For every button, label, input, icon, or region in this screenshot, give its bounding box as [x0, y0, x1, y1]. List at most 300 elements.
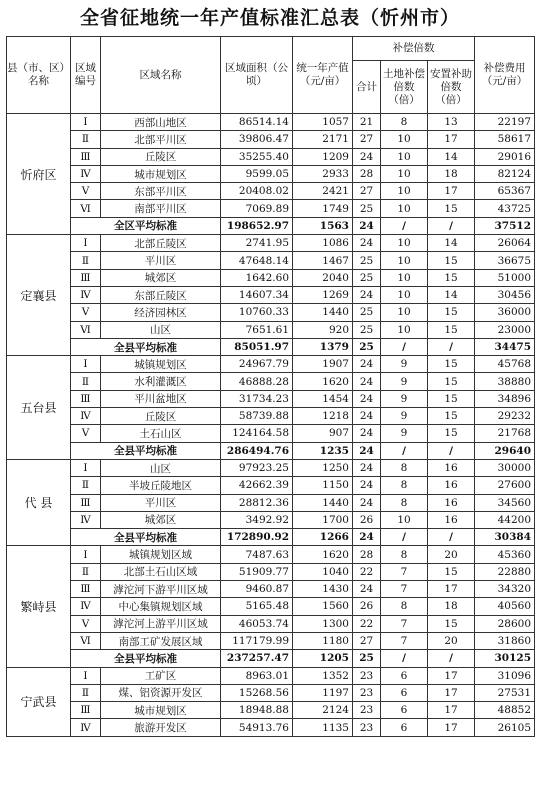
- table-row: [7, 148, 535, 165]
- annual-value: 1454: [293, 390, 353, 407]
- average-area: 286494.76: [221, 442, 293, 459]
- annual-value: 1620: [293, 373, 353, 390]
- annual-value: 2933: [293, 165, 353, 182]
- zone-code: Ⅰ: [71, 546, 101, 563]
- zone-name: 山区: [101, 459, 221, 476]
- land-multiplier: 9: [381, 373, 428, 390]
- average-land: /: [381, 338, 428, 355]
- average-row: [7, 217, 535, 234]
- average-resettle: /: [428, 529, 475, 546]
- average-area: 237257.47: [221, 650, 293, 667]
- table-row: [7, 615, 535, 632]
- multiplier-total: 26: [353, 511, 381, 528]
- zone-area: 46053.74: [221, 615, 293, 632]
- zone-name: 东部平川区: [101, 183, 221, 200]
- compensation-fee: 36675: [475, 252, 535, 269]
- compensation-table: [6, 36, 535, 737]
- zone-name: 中心集镇规划区域: [101, 598, 221, 615]
- zone-area: 7069.89: [221, 200, 293, 217]
- compensation-fee: 26105: [475, 719, 535, 736]
- header-total: 合计: [353, 61, 381, 114]
- zone-area: 2741.95: [221, 235, 293, 252]
- header-resettle-multiplier: 安置补助倍数（倍）: [428, 61, 475, 114]
- annual-value: 1749: [293, 200, 353, 217]
- table-row: [7, 356, 535, 373]
- zone-name: 山区: [101, 321, 221, 338]
- zone-name: 工矿区: [101, 667, 221, 684]
- land-multiplier: 10: [381, 321, 428, 338]
- table-row: [7, 494, 535, 511]
- resettle-multiplier: 20: [428, 632, 475, 649]
- zone-code: Ⅲ: [71, 702, 101, 719]
- annual-value: 1269: [293, 286, 353, 303]
- land-multiplier: 9: [381, 425, 428, 442]
- resettle-multiplier: 14: [428, 286, 475, 303]
- table-row: [7, 286, 535, 303]
- zone-area: 124164.58: [221, 425, 293, 442]
- table-row: [7, 598, 535, 615]
- multiplier-total: 24: [353, 286, 381, 303]
- average-label: 全县平均标准: [71, 442, 221, 459]
- table-body: [7, 114, 535, 737]
- zone-area: 117179.99: [221, 632, 293, 649]
- zone-name: 城市规划区: [101, 165, 221, 182]
- header-code: 区域编号: [71, 37, 101, 114]
- annual-value: 1180: [293, 632, 353, 649]
- land-multiplier: 10: [381, 200, 428, 217]
- zone-name: 北部丘陵区: [101, 235, 221, 252]
- zone-name: 滹沱河上游平川区域: [101, 615, 221, 632]
- land-multiplier: 10: [381, 131, 428, 148]
- multiplier-total: 24: [353, 373, 381, 390]
- table-row: [7, 165, 535, 182]
- annual-value: 1218: [293, 408, 353, 425]
- zone-area: 35255.40: [221, 148, 293, 165]
- header-annual-value: 统一年产值（元/亩）: [293, 37, 353, 114]
- zone-name: 平川区: [101, 252, 221, 269]
- table-row: [7, 425, 535, 442]
- table-row: [7, 131, 535, 148]
- annual-value: 1040: [293, 563, 353, 580]
- zone-code: Ⅴ: [71, 615, 101, 632]
- average-fee: 30384: [475, 529, 535, 546]
- land-multiplier: 7: [381, 581, 428, 598]
- average-land: /: [381, 650, 428, 667]
- multiplier-total: 24: [353, 477, 381, 494]
- zone-area: 18948.88: [221, 702, 293, 719]
- header-land-multiplier: 土地补偿倍数（倍）: [381, 61, 428, 114]
- multiplier-total: 25: [353, 269, 381, 286]
- table-row: [7, 719, 535, 736]
- zone-code: Ⅰ: [71, 459, 101, 476]
- zone-area: 58739.88: [221, 408, 293, 425]
- zone-name: 滹沱河下游平川区域: [101, 581, 221, 598]
- compensation-fee: 34320: [475, 581, 535, 598]
- multiplier-total: 25: [353, 304, 381, 321]
- compensation-fee: 31096: [475, 667, 535, 684]
- zone-name: 北部土石山区域: [101, 563, 221, 580]
- resettle-multiplier: 17: [428, 183, 475, 200]
- multiplier-total: 25: [353, 200, 381, 217]
- annual-value: 2171: [293, 131, 353, 148]
- land-multiplier: 10: [381, 235, 428, 252]
- table-row: [7, 269, 535, 286]
- county-name: 繁峙县: [7, 546, 71, 667]
- zone-name: 半坡丘陵地区: [101, 477, 221, 494]
- land-multiplier: 6: [381, 684, 428, 701]
- land-multiplier: 10: [381, 183, 428, 200]
- zone-name: 土石山区: [101, 425, 221, 442]
- resettle-multiplier: 15: [428, 200, 475, 217]
- annual-value: 1700: [293, 511, 353, 528]
- zone-area: 86514.14: [221, 114, 293, 131]
- county-name: 定襄县: [7, 235, 71, 356]
- table-row: [7, 702, 535, 719]
- land-multiplier: 10: [381, 511, 428, 528]
- zone-name: 城镇规划区: [101, 356, 221, 373]
- zone-code: Ⅲ: [71, 494, 101, 511]
- annual-value: 2124: [293, 702, 353, 719]
- resettle-multiplier: 15: [428, 269, 475, 286]
- zone-name: 北部平川区: [101, 131, 221, 148]
- compensation-fee: 31860: [475, 632, 535, 649]
- table-row: [7, 408, 535, 425]
- zone-area: 39806.47: [221, 131, 293, 148]
- table-row: [7, 667, 535, 684]
- multiplier-total: 22: [353, 563, 381, 580]
- annual-value: 1250: [293, 459, 353, 476]
- header-county: 县（市、区）名称: [7, 37, 71, 114]
- table-row: [7, 183, 535, 200]
- zone-code: Ⅳ: [71, 165, 101, 182]
- table-row: [7, 200, 535, 217]
- table-row: [7, 563, 535, 580]
- zone-name: 丘陵区: [101, 148, 221, 165]
- average-label: 全县平均标准: [71, 338, 221, 355]
- zone-name: 南部工矿发展区域: [101, 632, 221, 649]
- compensation-fee: 82124: [475, 165, 535, 182]
- annual-value: 920: [293, 321, 353, 338]
- compensation-fee: 34560: [475, 494, 535, 511]
- annual-value: 1150: [293, 477, 353, 494]
- zone-area: 3492.92: [221, 511, 293, 528]
- land-multiplier: 8: [381, 494, 428, 511]
- zone-name: 城郊区: [101, 269, 221, 286]
- land-multiplier: 9: [381, 356, 428, 373]
- zone-name: 旅游开发区: [101, 719, 221, 736]
- zone-code: Ⅵ: [71, 200, 101, 217]
- land-multiplier: 10: [381, 252, 428, 269]
- zone-area: 24967.79: [221, 356, 293, 373]
- average-value: 1235: [293, 442, 353, 459]
- table-row: [7, 684, 535, 701]
- multiplier-total: 27: [353, 183, 381, 200]
- average-fee: 30125: [475, 650, 535, 667]
- multiplier-total: 26: [353, 598, 381, 615]
- zone-area: 54913.76: [221, 719, 293, 736]
- zone-code: Ⅳ: [71, 408, 101, 425]
- resettle-multiplier: 13: [428, 114, 475, 131]
- compensation-fee: 36000: [475, 304, 535, 321]
- resettle-multiplier: 17: [428, 684, 475, 701]
- average-area: 198652.97: [221, 217, 293, 234]
- land-multiplier: 9: [381, 408, 428, 425]
- multiplier-total: 21: [353, 114, 381, 131]
- compensation-fee: 51000: [475, 269, 535, 286]
- zone-area: 47648.14: [221, 252, 293, 269]
- multiplier-total: 28: [353, 546, 381, 563]
- average-total: 25: [353, 650, 381, 667]
- average-total: 24: [353, 529, 381, 546]
- header-area-name: 区域名称: [101, 37, 221, 114]
- zone-code: Ⅲ: [71, 269, 101, 286]
- table-row: [7, 581, 535, 598]
- multiplier-total: 27: [353, 131, 381, 148]
- multiplier-total: 24: [353, 148, 381, 165]
- compensation-fee: 30456: [475, 286, 535, 303]
- zone-code: Ⅴ: [71, 425, 101, 442]
- compensation-fee: 27600: [475, 477, 535, 494]
- annual-value: 1209: [293, 148, 353, 165]
- multiplier-total: 24: [353, 581, 381, 598]
- annual-value: 1086: [293, 235, 353, 252]
- multiplier-total: 28: [353, 165, 381, 182]
- resettle-multiplier: 15: [428, 390, 475, 407]
- zone-code: Ⅵ: [71, 321, 101, 338]
- average-row: [7, 529, 535, 546]
- resettle-multiplier: 15: [428, 408, 475, 425]
- zone-area: 14607.34: [221, 286, 293, 303]
- zone-area: 9460.87: [221, 581, 293, 598]
- resettle-multiplier: 15: [428, 563, 475, 580]
- average-area: 85051.97: [221, 338, 293, 355]
- header-fee: 补偿费用（元/亩）: [475, 37, 535, 114]
- land-multiplier: 7: [381, 563, 428, 580]
- zone-area: 31734.23: [221, 390, 293, 407]
- zone-code: Ⅴ: [71, 304, 101, 321]
- zone-name: 经济园林区: [101, 304, 221, 321]
- average-row: [7, 650, 535, 667]
- zone-area: 46888.28: [221, 373, 293, 390]
- annual-value: 1440: [293, 304, 353, 321]
- average-row: [7, 338, 535, 355]
- resettle-multiplier: 14: [428, 148, 475, 165]
- page-title: 全省征地统一年产值标准汇总表（忻州市）: [79, 7, 460, 29]
- zone-code: Ⅲ: [71, 390, 101, 407]
- zone-area: 20408.02: [221, 183, 293, 200]
- zone-code: Ⅰ: [71, 667, 101, 684]
- zone-code: Ⅱ: [71, 684, 101, 701]
- land-multiplier: 10: [381, 148, 428, 165]
- land-multiplier: 6: [381, 702, 428, 719]
- compensation-fee: 29232: [475, 408, 535, 425]
- annual-value: 1620: [293, 546, 353, 563]
- average-total: 24: [353, 442, 381, 459]
- average-label: 全县平均标准: [71, 529, 221, 546]
- resettle-multiplier: 15: [428, 252, 475, 269]
- resettle-multiplier: 15: [428, 615, 475, 632]
- zone-code: Ⅳ: [71, 719, 101, 736]
- resettle-multiplier: 15: [428, 356, 475, 373]
- land-multiplier: 9: [381, 390, 428, 407]
- zone-area: 8963.01: [221, 667, 293, 684]
- resettle-multiplier: 14: [428, 235, 475, 252]
- zone-code: Ⅲ: [71, 581, 101, 598]
- table-row: [7, 114, 535, 131]
- zone-code: Ⅳ: [71, 286, 101, 303]
- zone-name: 城市规划区: [101, 702, 221, 719]
- annual-value: 1300: [293, 615, 353, 632]
- resettle-multiplier: 16: [428, 477, 475, 494]
- multiplier-total: 24: [353, 459, 381, 476]
- resettle-multiplier: 16: [428, 494, 475, 511]
- compensation-fee: 48852: [475, 702, 535, 719]
- zone-code: Ⅴ: [71, 183, 101, 200]
- resettle-multiplier: 18: [428, 165, 475, 182]
- table-row: [7, 252, 535, 269]
- table-row: [7, 459, 535, 476]
- zone-area: 51909.77: [221, 563, 293, 580]
- average-fee: 29640: [475, 442, 535, 459]
- zone-code: Ⅰ: [71, 114, 101, 131]
- zone-name: 城镇规划区域: [101, 546, 221, 563]
- multiplier-total: 24: [353, 408, 381, 425]
- annual-value: 1352: [293, 667, 353, 684]
- average-area: 172890.92: [221, 529, 293, 546]
- zone-area: 1642.60: [221, 269, 293, 286]
- average-label: 全区平均标准: [71, 217, 221, 234]
- multiplier-total: 24: [353, 390, 381, 407]
- average-value: 1205: [293, 650, 353, 667]
- zone-name: 城郊区: [101, 511, 221, 528]
- multiplier-total: 24: [353, 494, 381, 511]
- land-multiplier: 7: [381, 615, 428, 632]
- zone-code: Ⅱ: [71, 477, 101, 494]
- compensation-fee: 30000: [475, 459, 535, 476]
- table-row: [7, 477, 535, 494]
- annual-value: 1057: [293, 114, 353, 131]
- average-value: 1266: [293, 529, 353, 546]
- average-fee: 34475: [475, 338, 535, 355]
- annual-value: 1560: [293, 598, 353, 615]
- resettle-multiplier: 16: [428, 511, 475, 528]
- table-row: [7, 321, 535, 338]
- resettle-multiplier: 17: [428, 581, 475, 598]
- compensation-fee: 26064: [475, 235, 535, 252]
- annual-value: 1907: [293, 356, 353, 373]
- compensation-fee: 28600: [475, 615, 535, 632]
- zone-code: Ⅳ: [71, 598, 101, 615]
- resettle-multiplier: 18: [428, 598, 475, 615]
- zone-code: Ⅲ: [71, 148, 101, 165]
- compensation-fee: 29016: [475, 148, 535, 165]
- compensation-fee: 34896: [475, 390, 535, 407]
- county-name: 代 县: [7, 459, 71, 545]
- annual-value: 1135: [293, 719, 353, 736]
- county-name: 五台县: [7, 356, 71, 460]
- annual-value: 907: [293, 425, 353, 442]
- compensation-fee: 22197: [475, 114, 535, 131]
- zone-area: 9599.05: [221, 165, 293, 182]
- compensation-fee: 43725: [475, 200, 535, 217]
- compensation-fee: 22880: [475, 563, 535, 580]
- zone-area: 28812.36: [221, 494, 293, 511]
- land-multiplier: 6: [381, 719, 428, 736]
- zone-area: 7487.63: [221, 546, 293, 563]
- average-resettle: /: [428, 442, 475, 459]
- compensation-fee: 65367: [475, 183, 535, 200]
- annual-value: 1430: [293, 581, 353, 598]
- land-multiplier: 8: [381, 546, 428, 563]
- resettle-multiplier: 15: [428, 304, 475, 321]
- zone-name: 水利灌溉区: [101, 373, 221, 390]
- table-row: [7, 235, 535, 252]
- compensation-fee: 21768: [475, 425, 535, 442]
- zone-area: 15268.56: [221, 684, 293, 701]
- zone-code: Ⅱ: [71, 131, 101, 148]
- average-total: 25: [353, 338, 381, 355]
- table-row: [7, 373, 535, 390]
- zone-name: 南部平川区: [101, 200, 221, 217]
- average-label: 全县平均标准: [71, 650, 221, 667]
- table-row: [7, 304, 535, 321]
- zone-area: 42662.39: [221, 477, 293, 494]
- average-value: 1563: [293, 217, 353, 234]
- compensation-fee: 27531: [475, 684, 535, 701]
- land-multiplier: 10: [381, 269, 428, 286]
- compensation-fee: 40560: [475, 598, 535, 615]
- land-multiplier: 8: [381, 459, 428, 476]
- multiplier-total: 23: [353, 702, 381, 719]
- zone-name: 平川区: [101, 494, 221, 511]
- land-multiplier: 10: [381, 165, 428, 182]
- zone-name: 丘陵区: [101, 408, 221, 425]
- compensation-fee: 23000: [475, 321, 535, 338]
- multiplier-total: 23: [353, 684, 381, 701]
- multiplier-total: 23: [353, 667, 381, 684]
- zone-name: 平川盆地区: [101, 390, 221, 407]
- header-area: 区域面积（公顷）: [221, 37, 293, 114]
- resettle-multiplier: 17: [428, 131, 475, 148]
- resettle-multiplier: 17: [428, 702, 475, 719]
- zone-area: 5165.48: [221, 598, 293, 615]
- zone-code: Ⅰ: [71, 235, 101, 252]
- zone-code: Ⅳ: [71, 511, 101, 528]
- compensation-fee: 58617: [475, 131, 535, 148]
- average-fee: 37512: [475, 217, 535, 234]
- resettle-multiplier: 20: [428, 546, 475, 563]
- zone-area: 97923.25: [221, 459, 293, 476]
- land-multiplier: 10: [381, 304, 428, 321]
- multiplier-total: 25: [353, 321, 381, 338]
- table-row: [7, 546, 535, 563]
- zone-area: 10760.33: [221, 304, 293, 321]
- resettle-multiplier: 15: [428, 425, 475, 442]
- compensation-fee: 38880: [475, 373, 535, 390]
- average-resettle: /: [428, 338, 475, 355]
- resettle-multiplier: 16: [428, 459, 475, 476]
- annual-value: 1197: [293, 684, 353, 701]
- county-name: 忻府区: [7, 114, 71, 235]
- zone-code: Ⅵ: [71, 632, 101, 649]
- table-row: [7, 632, 535, 649]
- zone-area: 7651.61: [221, 321, 293, 338]
- annual-value: 1467: [293, 252, 353, 269]
- multiplier-total: 24: [353, 356, 381, 373]
- annual-value: 1440: [293, 494, 353, 511]
- compensation-fee: 44200: [475, 511, 535, 528]
- resettle-multiplier: 17: [428, 719, 475, 736]
